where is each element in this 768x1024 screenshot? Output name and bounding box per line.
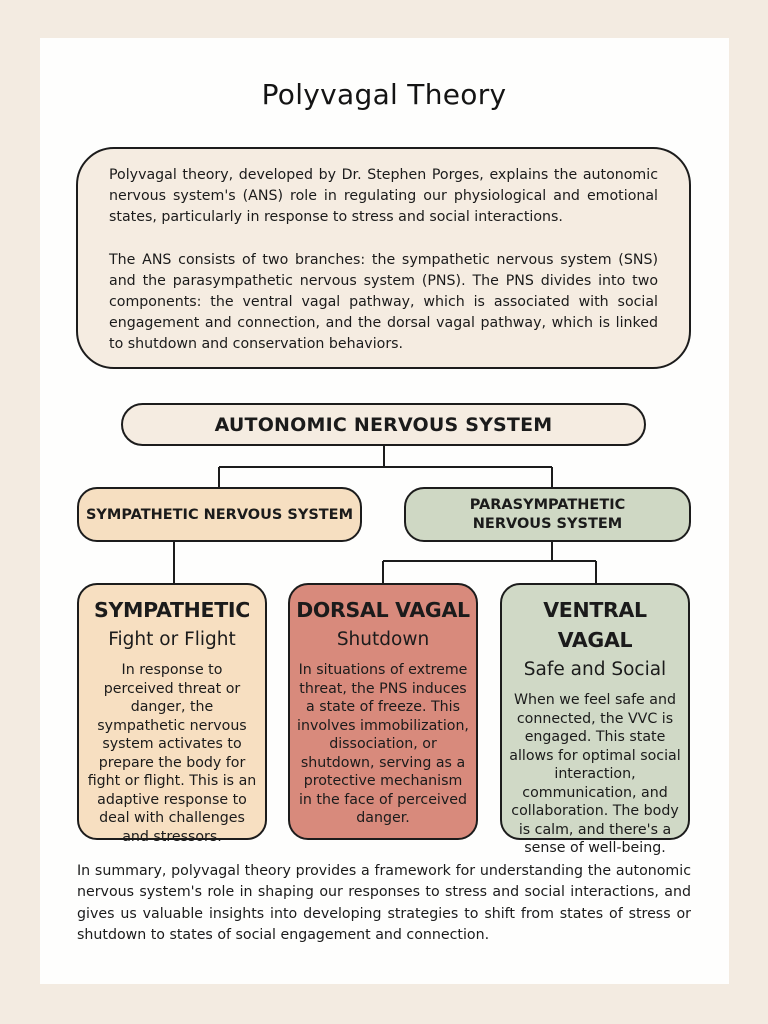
dorsal-vagal-card	[288, 583, 478, 840]
ans-node: AUTONOMIC NERVOUS SYSTEM	[121, 403, 646, 446]
ventral-vagal-subtitle: Safe and Social	[523, 659, 667, 680]
pns-node-label: PARASYMPATHETIC NERVOUS SYSTEM	[469, 496, 626, 532]
ventral-vagal-body: When we feel safe and connected, the VVC is engaged. This state allows for optimal social interaction, communication, and collaboration. The body is calm, and there's a sense of well-being.	[509, 692, 681, 856]
intro-paragraph-2: The ANS consists of two branches: the sympathetic nervous system (SNS) and the parasympathetic nervous system (PNS). The PNS divides into two components: the ventral vagal pathway, which is associated with social engagement and connection, and the dorsal vagal pathway, which is linked to shutdown and conservation behaviors.	[109, 251, 658, 353]
sympathetic-title: SYMPATHETIC	[94, 598, 250, 622]
summary-paragraph: In summary, polyvagal theory provides a framework for understanding the autonomic nervous system's role in shaping our responses to stress and social interactions, and gives us valuable insights into developing strategies to shift from states of stress or shutdown to states of social engagement and connection.	[77, 863, 691, 943]
intro-paragraph-1: Polyvagal theory, developed by Dr. Stephen Porges, explains the autonomic nervous system's (ANS) role in regulating our physiological and emotional states, particularly in response to stress and social interactions.	[109, 167, 658, 226]
pns-node	[404, 487, 691, 542]
page-title: Polyvagal Theory	[261, 78, 507, 111]
ventral-vagal-title: VENTRAL VAGAL	[543, 598, 647, 652]
ventral-vagal-card	[500, 583, 690, 856]
dorsal-vagal-body: In situations of extreme threat, the PNS induces a state of freeze. This involves immobilization, dissociation, or shutdown, serving as a protective mechanism in the face of perceived danger.	[297, 662, 469, 826]
sympathetic-card	[77, 583, 267, 845]
sympathetic-subtitle: Fight or Flight	[108, 629, 236, 650]
sns-node: SYMPATHETIC NERVOUS SYSTEM	[77, 487, 362, 542]
dorsal-vagal-title: DORSAL VAGAL	[296, 598, 470, 622]
dorsal-vagal-subtitle: Shutdown	[336, 629, 430, 650]
sympathetic-body: In response to perceived threat or danger, the sympathetic nervous system activates to prepare the body for fight or flight. This is an adaptive response to deal with challenges and stressors.	[87, 662, 257, 845]
